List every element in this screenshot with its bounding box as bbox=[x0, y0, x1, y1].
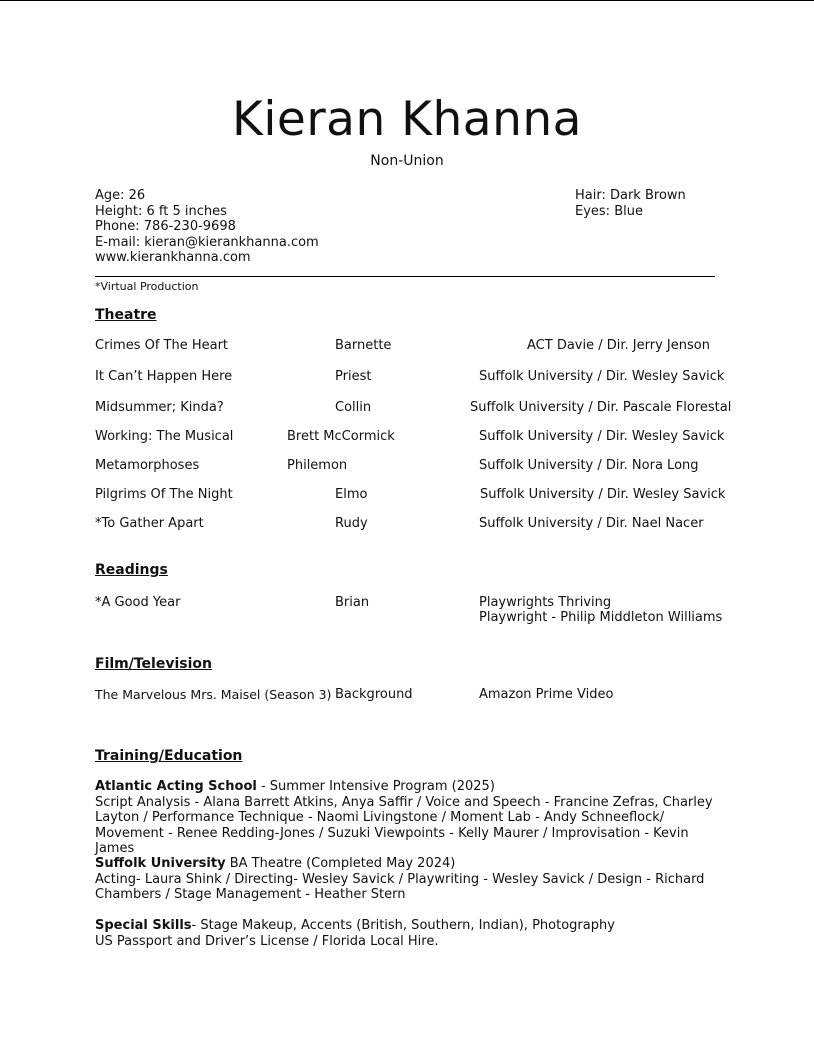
email[interactable]: E-mail: kieran@kierankhanna.com bbox=[95, 234, 319, 250]
credit-venue: Suffolk University / Dir. Nael Nacer bbox=[479, 516, 704, 531]
school-name: Atlantic Acting School bbox=[95, 779, 257, 794]
credit-role: Brett McCormick bbox=[287, 429, 395, 444]
training-details: Script Analysis - Alana Barrett Atkins, Anya Saffir / Voice and Speech - Francine Zefras, Charley Layton / Performance Technique - Naomi Livingstone / Moment Lab - Andy Schneeflock/ Movement - Renee Redding-Jones / Suzuki Viewpoints - Kelly Maurer / Improvisation - Kevin James bbox=[95, 794, 713, 856]
eyes: Eyes: Blue bbox=[575, 203, 643, 219]
credit-role: Priest bbox=[335, 369, 372, 384]
special-skills bbox=[95, 918, 720, 949]
training-atlantic bbox=[95, 779, 720, 857]
credit-show: Crimes Of The Heart bbox=[95, 338, 229, 353]
virtual-note: *Virtual Production bbox=[95, 280, 199, 293]
top-border bbox=[0, 0, 814, 1]
credit-show: Pilgrims Of The Night bbox=[95, 487, 233, 502]
credit-venue: Suffolk University / Dir. Nora Long bbox=[479, 458, 699, 473]
website-link[interactable]: www.kierankhanna.com bbox=[95, 250, 251, 265]
training-details: Acting- Laura Shink / Directing- Wesley Savick / Playwriting - Wesley Savick / Design - Richard Chambers / Stage Management - Heather Stern bbox=[95, 871, 705, 902]
skills-label: Special Skills bbox=[95, 918, 192, 933]
program-name: - Summer Intensive Program (2025) bbox=[256, 779, 495, 794]
film-show: The Marvelous Mrs. Maisel (Season 3) bbox=[95, 687, 332, 702]
phone: Phone: 786-230-9698 bbox=[95, 219, 236, 234]
section-heading-readings: Readings bbox=[95, 562, 168, 578]
contact-info bbox=[95, 188, 319, 266]
height: Height: 6 ft 5 inches bbox=[95, 203, 227, 219]
skills-text: - Stage Makeup, Accents (British, Southern, Indian), Photography bbox=[191, 918, 615, 933]
age: Age: 26 bbox=[95, 188, 146, 203]
credit-venue: ACT Davie / Dir. Jerry Jenson bbox=[527, 338, 710, 353]
section-heading-theatre: Theatre bbox=[95, 307, 157, 323]
training-suffolk bbox=[95, 856, 720, 903]
credit-show: It Can’t Happen Here bbox=[95, 369, 233, 384]
credit-venue: Suffolk University / Dir. Pascale Florestal bbox=[470, 400, 732, 415]
credit-role: Barnette bbox=[335, 338, 392, 353]
school-name: Suffolk University bbox=[95, 856, 226, 871]
credit-role: Rudy bbox=[335, 516, 368, 531]
film-role: Background bbox=[335, 687, 413, 702]
reading-venue: Playwrights Thriving bbox=[479, 595, 612, 610]
hair: Hair: Dark Brown bbox=[575, 188, 686, 203]
credit-show: Metamorphoses bbox=[95, 458, 200, 473]
actor-name: Kieran Khanna bbox=[232, 92, 582, 147]
credit-venue: Suffolk University / Dir. Wesley Savick bbox=[480, 487, 726, 502]
divider bbox=[95, 276, 715, 277]
section-heading-training: Training/Education bbox=[95, 748, 243, 764]
section-heading-film: Film/Television bbox=[95, 656, 212, 672]
skills-line2: US Passport and Driver’s License / Florida Local Hire. bbox=[95, 933, 439, 949]
program-name: BA Theatre (Completed May 2024) bbox=[225, 856, 456, 871]
film-venue: Amazon Prime Video bbox=[479, 687, 614, 702]
reading-show: *A Good Year bbox=[95, 595, 181, 610]
union-status: Non-Union bbox=[370, 153, 444, 169]
reading-playwright: Playwright - Philip Middleton Williams bbox=[479, 610, 723, 625]
credit-show: Working: The Musical bbox=[95, 429, 234, 444]
physical-info bbox=[575, 188, 686, 219]
credit-venue: Suffolk University / Dir. Wesley Savick bbox=[479, 429, 725, 444]
reading-role: Brian bbox=[335, 595, 370, 610]
credit-role: Elmo bbox=[335, 487, 368, 502]
credit-show: Midsummer; Kinda? bbox=[95, 400, 224, 415]
credit-role: Collin bbox=[335, 400, 372, 415]
credit-show: *To Gather Apart bbox=[95, 516, 204, 531]
credit-venue: Suffolk University / Dir. Wesley Savick bbox=[479, 369, 725, 384]
credit-role: Philemon bbox=[287, 458, 348, 473]
